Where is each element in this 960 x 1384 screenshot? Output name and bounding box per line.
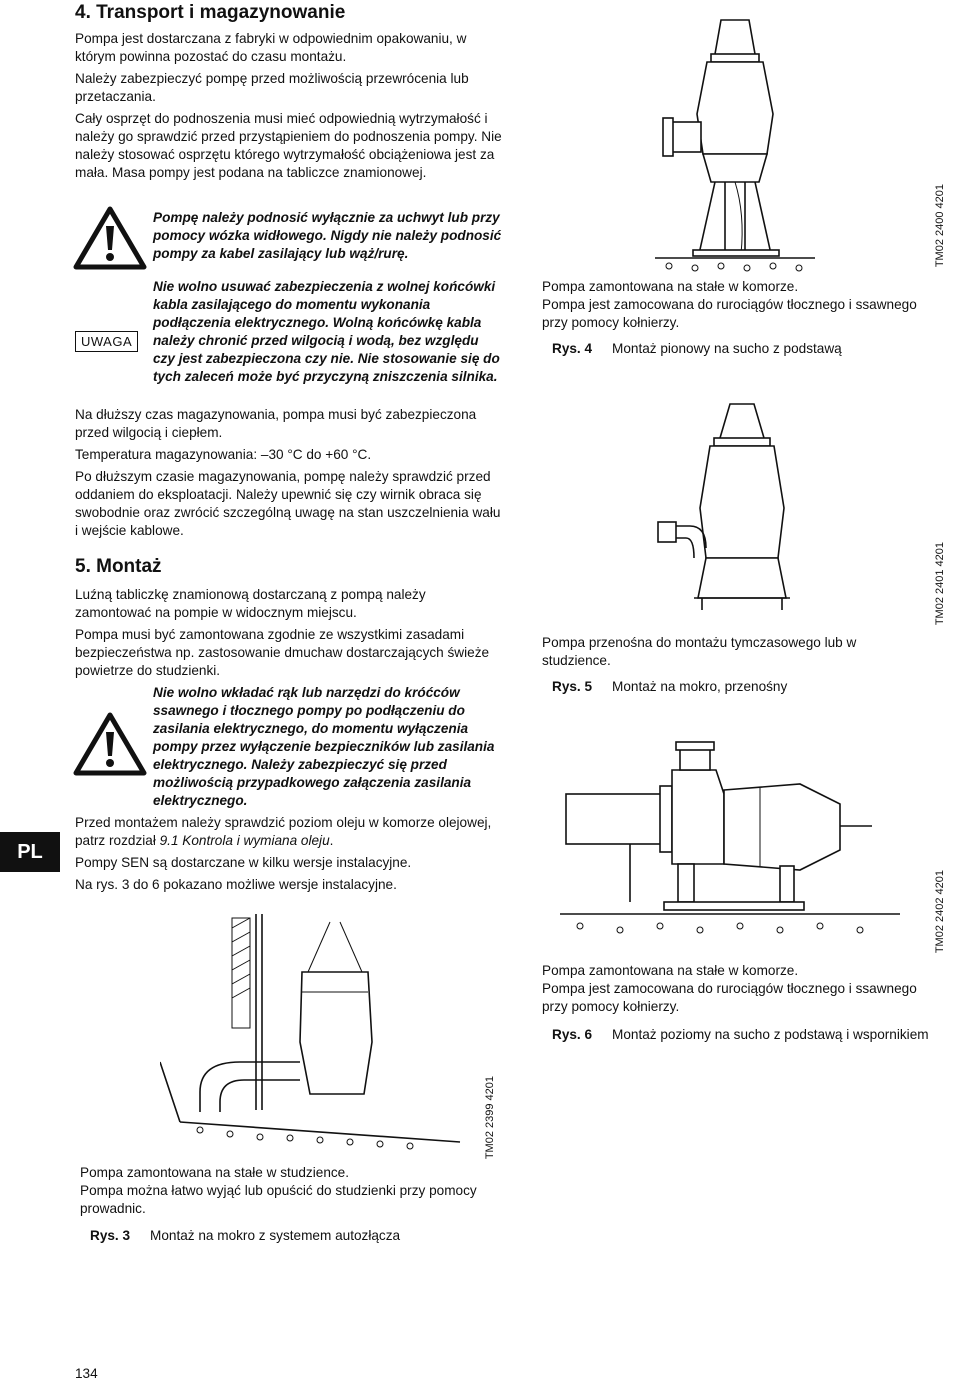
para-oil-check-end: . xyxy=(329,833,334,848)
uwaga-label: UWAGA xyxy=(75,331,138,352)
figure-5-caption xyxy=(552,678,932,696)
language-tab: PL xyxy=(0,832,60,872)
figure-5-drawing xyxy=(650,398,830,622)
figure-4-caption-text: Montaż pionowy na sucho z podstawą xyxy=(612,341,842,356)
warning-triangle-icon xyxy=(73,712,147,776)
figure-4-desc-2: Pompa jest zamocowana do rurociągów tłocznego i ssawnego przy pomocy kołnierzy. xyxy=(542,297,917,330)
page-number: 134 xyxy=(75,1366,98,1381)
figure-6-caption-text: Montaż poziomy na sucho z podstawą i wspornikiem xyxy=(612,1027,929,1042)
figure-5-code: TM02 2401 4201 xyxy=(934,542,946,626)
figure-5-description xyxy=(542,634,902,670)
figure-5-number: Rys. 5 xyxy=(552,679,593,694)
warning-lifting-text: Pompę należy podnosić wyłącznie za uchwyt lub przy pomocy wózka widłowego. Nigdy nie należy podnosić pompy za kabel zasilający lub wąż/rurę. xyxy=(153,210,502,261)
section-5 xyxy=(75,556,505,684)
figure-4-description xyxy=(542,278,922,332)
para-temperature: Temperatura magazynowania: –30 °C do +60 °C. xyxy=(75,447,372,462)
figure-3-code: TM02 2399 4201 xyxy=(484,1076,496,1160)
warning-electrical-text: Nie wolno wkładać rąk lub narzędzi do króćców ssawnego i tłocznego pompy po podłączeniu do zasilania elektrycznego, do momentu wyłączenia pompy przez wyłączenie bezpieczników lub zasilania elektrycznego. Należy zabezpieczyć się przed możliwością przypadkowego załączenia zasilania elektrycznego. xyxy=(153,685,495,808)
figure-6-desc-1: Pompa zamontowana na stałe w komorze. xyxy=(542,963,799,978)
figure-3-drawing xyxy=(160,912,480,1152)
para-figures: Na rys. 3 do 6 pokazano możliwe wersje instalacyjne. xyxy=(75,877,397,892)
figure-6-desc-2: Pompa jest zamocowana do rurociągów tłocznego i ssawnego przy pomocy kołnierzy. xyxy=(542,981,917,1014)
section-5-title: 5. Montaż xyxy=(75,556,162,577)
figure-6-code: TM02 2402 4201 xyxy=(934,870,946,954)
para-nameplate: Luźną tabliczkę znamionową dostarczaną z pompą należy zamontować na pompie w widocznym miejscu. xyxy=(75,587,426,620)
warning-triangle-icon xyxy=(73,206,147,270)
figure-3-description xyxy=(80,1164,500,1218)
oil-section-ref: 9.1 Kontrola i wymiana oleju xyxy=(159,833,330,848)
oil-block xyxy=(75,814,505,898)
para-oil-check-text: Przed montażem należy sprawdzić poziom oleju w komorze olejowej, patrz rozdział xyxy=(75,815,492,848)
section-4 xyxy=(75,2,505,186)
uwaga-text: Nie wolno usuwać zabezpieczenia z wolnej końcówki kabla zasilającego do momentu wykonania podłączenia elektrycznego. Wolną końcówkę kabla należy chronić przed wilgocią i wodą, bez względu czy jest zabezpieczona czy nie. Nie stosowanie się do tych zaleceń może być przyczyną zniszczenia silnika. xyxy=(153,279,500,384)
figure-3-caption-text: Montaż na mokro z systemem autozłącza xyxy=(150,1228,401,1243)
figure-4-desc-1: Pompa zamontowana na stałe w komorze. xyxy=(542,279,799,294)
para-safety: Pompa musi być zamontowana zgodnie ze wszystkimi zasadami bezpieczeństwa np. zastosowanie dmuchaw dostarczających świeże powietrze do studzienki. xyxy=(75,627,490,678)
figure-4-number: Rys. 4 xyxy=(552,341,593,356)
figure-4-caption xyxy=(552,340,932,358)
figure-6-drawing xyxy=(560,734,900,958)
storage-block xyxy=(75,406,505,544)
para-storage: Na dłuższy czas magazynowania, pompa musi być zabezpieczona przed wilgocią i ciepłem. xyxy=(75,407,477,440)
figure-4-code: TM02 2400 4201 xyxy=(934,184,946,268)
para-packaging: Pompa jest dostarczana z fabryki w odpowiednim opakowaniu, w którym powinna pozostać do czasu montażu. xyxy=(75,31,467,64)
figure-4-drawing xyxy=(655,14,815,274)
para-lifting: Cały osprzęt do podnoszenia musi mieć odpowiednią wytrzymałość i należy go sprawdzić przed przystąpieniem do podnoszenia pompy. Nie należy stosować osprzętu którego wytrzymałość obciążeniowa jest za mała. Masa pompy jest podana na tabliczce znamionowej. xyxy=(75,111,502,180)
section-4-title: 4. Transport i magazynowanie xyxy=(75,2,346,23)
para-versions: Pompy SEN są dostarczane w kilku wersje instalacyjne. xyxy=(75,855,412,870)
figure-3-desc-2: Pompa można łatwo wyjąć lub opuścić do studzienki przy pomocy prowadnic. xyxy=(80,1183,477,1216)
figure-6-number: Rys. 6 xyxy=(552,1027,593,1042)
para-oil-check xyxy=(75,814,505,850)
figure-5-caption-text: Montaż na mokro, przenośny xyxy=(612,679,788,694)
figure-3-desc-1: Pompa zamontowana na stałe w studzience. xyxy=(80,1165,350,1180)
para-after-storage: Po dłuższym czasie magazynowania, pompę należy sprawdzić przed oddaniem do eksploatacji. Należy upewnić się czy wirnik obraca się swobodnie oraz zwrócić szczególną uwagę na stan uszczelnienia wału i wejście kablowe. xyxy=(75,469,501,538)
figure-5-desc-1: Pompa przenośna do montażu tymczasowego lub w studzience. xyxy=(542,635,857,668)
figure-6-description xyxy=(542,962,922,1016)
figure-6-caption xyxy=(552,1026,952,1044)
figure-3-caption xyxy=(90,1227,510,1245)
figure-3-number: Rys. 3 xyxy=(90,1228,131,1243)
para-tipping: Należy zabezpieczyć pompę przed możliwością przewrócenia lub przetaczania. xyxy=(75,71,469,104)
